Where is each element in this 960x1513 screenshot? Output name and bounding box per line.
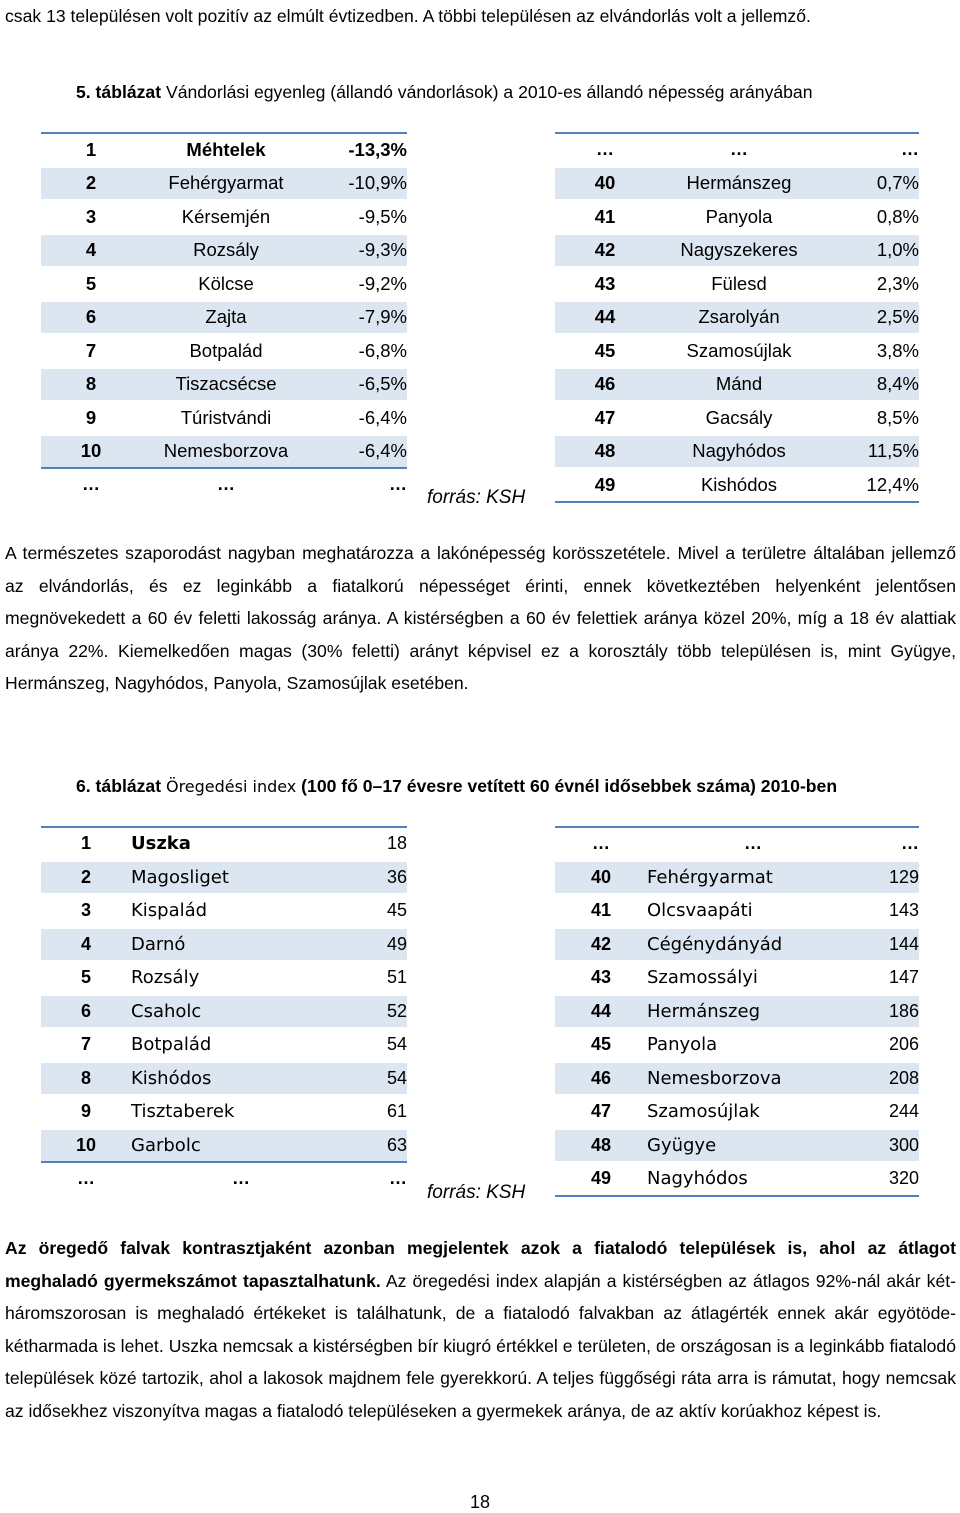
table5-caption [76, 82, 813, 103]
ellipsis-cell: … [555, 133, 655, 167]
rank-cell: 47 [555, 401, 655, 435]
rank-cell: 41 [555, 894, 647, 928]
value-cell: -9,5% [311, 200, 407, 234]
rank-cell: 5 [41, 961, 131, 995]
page-number: 18 [470, 1492, 491, 1512]
table-row [41, 1095, 407, 1129]
rank-cell: 48 [555, 1129, 647, 1163]
table-row [41, 267, 407, 301]
settlement-name-cell: Gyügye [647, 1129, 859, 1163]
ellipsis-cell: … [555, 827, 647, 861]
settlement-name-cell: Tisztaberek [131, 1095, 351, 1129]
ellipsis-cell: … [41, 468, 141, 502]
value-cell: 18 [351, 827, 407, 861]
intro-paragraph: csak 13 településen volt pozitív az elmúlt évtizedben. A többi településen az elvándorlás volt a jellemző. [5, 6, 811, 26]
settlement-name-cell: Rozsály [141, 234, 311, 268]
table-row [555, 401, 919, 435]
settlement-name-cell: Szamosújlak [647, 1095, 859, 1129]
value-cell: 51 [351, 961, 407, 995]
ellipsis-cell: … [131, 1162, 351, 1196]
value-cell: 54 [351, 1028, 407, 1062]
table-row [41, 861, 407, 895]
table-row [41, 1062, 407, 1096]
table5-left [41, 132, 407, 503]
rank-cell: 47 [555, 1095, 647, 1129]
settlement-name-cell: Gacsály [655, 401, 823, 435]
table-row [555, 435, 919, 469]
settlement-name-cell: Fülesd [655, 267, 823, 301]
rank-cell: 46 [555, 1062, 647, 1096]
rank-cell: 9 [41, 401, 141, 435]
table-row [555, 1095, 919, 1129]
settlement-name-cell: Cégénydányád [647, 928, 859, 962]
table-row [41, 301, 407, 335]
table-row [41, 133, 407, 167]
settlement-name-cell: Botpalád [131, 1028, 351, 1062]
table-row [41, 167, 407, 201]
table5-right [555, 132, 919, 503]
rank-cell: 9 [41, 1095, 131, 1129]
value-cell: 300 [859, 1129, 919, 1163]
ellipsis-row [41, 1162, 407, 1196]
table-row [41, 401, 407, 435]
ellipsis-cell: … [351, 1162, 407, 1196]
rank-cell: 42 [555, 928, 647, 962]
table-row [41, 928, 407, 962]
ellipsis-cell: … [311, 468, 407, 502]
rank-cell: 40 [555, 167, 655, 201]
table6-caption [76, 776, 837, 797]
settlement-name-cell: Kispalád [131, 894, 351, 928]
table-row [555, 961, 919, 995]
rank-cell: 4 [41, 234, 141, 268]
value-cell: 2,5% [823, 301, 919, 335]
paragraph-2 [5, 1232, 956, 1427]
value-cell: -9,2% [311, 267, 407, 301]
value-cell: 206 [859, 1028, 919, 1062]
settlement-name-cell: Tiszacsécse [141, 368, 311, 402]
table-row [555, 1129, 919, 1163]
settlement-name-cell: Csaholc [131, 995, 351, 1029]
table-row [555, 234, 919, 268]
table-row [41, 200, 407, 234]
value-cell: -13,3% [311, 133, 407, 167]
settlement-name-cell: Garbolc [131, 1129, 351, 1163]
value-cell: 12,4% [823, 468, 919, 502]
value-cell: 244 [859, 1095, 919, 1129]
rank-cell: 43 [555, 267, 655, 301]
settlement-name-cell: Nemesborzova [647, 1062, 859, 1096]
rank-cell: 45 [555, 334, 655, 368]
rank-cell: 46 [555, 368, 655, 402]
value-cell: 8,4% [823, 368, 919, 402]
table-row [41, 827, 407, 861]
rank-cell: 40 [555, 861, 647, 895]
settlement-name-cell: Kérsemjén [141, 200, 311, 234]
value-cell: 1,0% [823, 234, 919, 268]
rank-cell: 10 [41, 435, 141, 469]
table-row [41, 234, 407, 268]
rank-cell: 48 [555, 435, 655, 469]
ellipsis-cell: … [647, 827, 859, 861]
settlement-name-cell: Panyola [647, 1028, 859, 1062]
value-cell: 36 [351, 861, 407, 895]
settlement-name-cell: Fehérgyarmat [647, 861, 859, 895]
table-row [555, 894, 919, 928]
table-row [41, 894, 407, 928]
settlement-name-cell: Szamossályi [647, 961, 859, 995]
settlement-name-cell: Szamosújlak [655, 334, 823, 368]
rank-cell: 44 [555, 995, 647, 1029]
value-cell: 49 [351, 928, 407, 962]
settlement-name-cell: Fehérgyarmat [141, 167, 311, 201]
rank-cell: 2 [41, 861, 131, 895]
table-row [41, 435, 407, 469]
value-cell: 320 [859, 1162, 919, 1196]
settlement-name-cell: Hermánszeg [647, 995, 859, 1029]
settlement-name-cell: Olcsvaapáti [647, 894, 859, 928]
value-cell: -6,8% [311, 334, 407, 368]
rank-cell: 5 [41, 267, 141, 301]
ellipsis-cell: … [823, 133, 919, 167]
rank-cell: 8 [41, 1062, 131, 1096]
rank-cell: 1 [41, 827, 131, 861]
value-cell: -9,3% [311, 234, 407, 268]
value-cell: 3,8% [823, 334, 919, 368]
table-row [41, 961, 407, 995]
value-cell: 0,8% [823, 200, 919, 234]
rank-cell: 7 [41, 1028, 131, 1062]
value-cell: 61 [351, 1095, 407, 1129]
value-cell: 54 [351, 1062, 407, 1096]
rank-cell: 43 [555, 961, 647, 995]
ellipsis-cell: … [141, 468, 311, 502]
table-row [555, 1062, 919, 1096]
value-cell: -6,4% [311, 401, 407, 435]
rank-cell: 6 [41, 995, 131, 1029]
ellipsis-cell: … [655, 133, 823, 167]
table6-source: forrás: KSH [427, 1182, 526, 1203]
table-row [41, 368, 407, 402]
table5-caption-title: Vándorlási egyenleg (állandó vándorlások) a 2010-es állandó népesség arányában [165, 82, 813, 102]
value-cell: 208 [859, 1062, 919, 1096]
settlement-name-cell: Nagyhódos [647, 1162, 859, 1196]
rank-cell: 44 [555, 301, 655, 335]
table-row [555, 468, 919, 502]
value-cell: 45 [351, 894, 407, 928]
settlement-name-cell: Darnó [131, 928, 351, 962]
table-row [555, 334, 919, 368]
rank-cell: 10 [41, 1129, 131, 1163]
value-cell: 186 [859, 995, 919, 1029]
value-cell: 52 [351, 995, 407, 1029]
settlement-name-cell: Mánd [655, 368, 823, 402]
settlement-name-cell: Zsarolyán [655, 301, 823, 335]
table-row [555, 301, 919, 335]
rank-cell: 1 [41, 133, 141, 167]
value-cell: 0,7% [823, 167, 919, 201]
rank-cell: 49 [555, 1162, 647, 1196]
table6-caption-middle: Öregedési index [165, 777, 297, 796]
rank-cell: 4 [41, 928, 131, 962]
settlement-name-cell: Uszka [131, 827, 351, 861]
rank-cell: 6 [41, 301, 141, 335]
value-cell: 63 [351, 1129, 407, 1163]
table5-caption-label: 5. táblázat [76, 82, 162, 102]
table-row [41, 334, 407, 368]
table6-right [555, 826, 919, 1197]
table-row [555, 861, 919, 895]
value-cell: 143 [859, 894, 919, 928]
settlement-name-cell: Botpalád [141, 334, 311, 368]
settlement-name-cell: Kishódos [131, 1062, 351, 1096]
rank-cell: 49 [555, 468, 655, 502]
ellipsis-row [555, 827, 919, 861]
value-cell: 11,5% [823, 435, 919, 469]
value-cell: 147 [859, 961, 919, 995]
table6-left [41, 826, 407, 1197]
table-row [41, 995, 407, 1029]
value-cell: 144 [859, 928, 919, 962]
rank-cell: 3 [41, 200, 141, 234]
table-row [41, 1028, 407, 1062]
rank-cell: 42 [555, 234, 655, 268]
paragraph-2-bold: Az öregedő falvak kontrasztjaként azonban megjelentek azok a fiatalodó települések is, ahol az átlagot meghaladó gyermekszámot tapasztalhatunk. [5, 1238, 956, 1291]
value-cell: -6,4% [311, 435, 407, 469]
table-row [555, 167, 919, 201]
settlement-name-cell: Rozsály [131, 961, 351, 995]
settlement-name-cell: Hermánszeg [655, 167, 823, 201]
table-row [555, 267, 919, 301]
ellipsis-cell: … [41, 1162, 131, 1196]
paragraph-2-rest: Az öregedési index alapján a kistérségben az átlagos 92%-nál akár két-háromszorosan is meghaladó értékeket is találhatunk, de a fiatalodó falvakban az átlagérték ennek akár egyötöde-kétharmada is lehet. Uszka nemcsak a kistérségben bír kiugró értékkel e területen, de országosan is a leginkább fiatalodó települések közé tartozik, ahol a lakosok majdnem fele gyerekkorú. A teljes függőségi ráta arra is rámutat, hogy nemcsak az idősekhez viszonyítva magas a fiatalodó településeken a gyermekek aránya, de az aktív korúakhoz képest is. [5, 1270, 956, 1421]
value-cell: 2,3% [823, 267, 919, 301]
value-cell: -7,9% [311, 301, 407, 335]
settlement-name-cell: Méhtelek [141, 133, 311, 167]
value-cell: -10,9% [311, 167, 407, 201]
settlement-name-cell: Nagyszekeres [655, 234, 823, 268]
table-row [555, 200, 919, 234]
value-cell: -6,5% [311, 368, 407, 402]
table-row [555, 1162, 919, 1196]
table-row [555, 995, 919, 1029]
settlement-name-cell: Túristvándi [141, 401, 311, 435]
value-cell: 129 [859, 861, 919, 895]
settlement-name-cell: Nagyhódos [655, 435, 823, 469]
settlement-name-cell: Kölcse [141, 267, 311, 301]
rank-cell: 2 [41, 167, 141, 201]
ellipsis-row [555, 133, 919, 167]
table5-source: forrás: KSH [427, 487, 526, 508]
settlement-name-cell: Kishódos [655, 468, 823, 502]
table-row [41, 1129, 407, 1163]
table-row [555, 928, 919, 962]
rank-cell: 8 [41, 368, 141, 402]
rank-cell: 41 [555, 200, 655, 234]
paragraph-1: A természetes szaporodást nagyban meghatározza a lakónépesség korösszetétele. Mivel a területre általában jellemző az elvándorlás, és ez leginkább a fiatalkorú népességet érinti, ennek következtében helyenként jelentősen megnövekedett a 60 év feletti lakosság aránya. A kistérségben a 60 év felettiek aránya közel 20%, míg a 18 év alattiak aránya 22%. Kiemelkedően magas (30% feletti) arányt képvisel ez a korosztály több településen is, mint Gyügye, Hermánszeg, Nagyhódos, Panyola, Szamosújlak esetében. [5, 543, 956, 693]
settlement-name-cell: Zajta [141, 301, 311, 335]
table6-caption-title: (100 fő 0–17 évesre vetített 60 évnél idősebbek száma) 2010-ben [301, 776, 838, 796]
ellipsis-cell: … [859, 827, 919, 861]
settlement-name-cell: Magosliget [131, 861, 351, 895]
table-row [555, 1028, 919, 1062]
table-row [555, 368, 919, 402]
table6-caption-label: 6. táblázat [76, 776, 162, 796]
rank-cell: 3 [41, 894, 131, 928]
rank-cell: 7 [41, 334, 141, 368]
value-cell: 8,5% [823, 401, 919, 435]
settlement-name-cell: Panyola [655, 200, 823, 234]
ellipsis-row [41, 468, 407, 502]
settlement-name-cell: Nemesborzova [141, 435, 311, 469]
rank-cell: 45 [555, 1028, 647, 1062]
